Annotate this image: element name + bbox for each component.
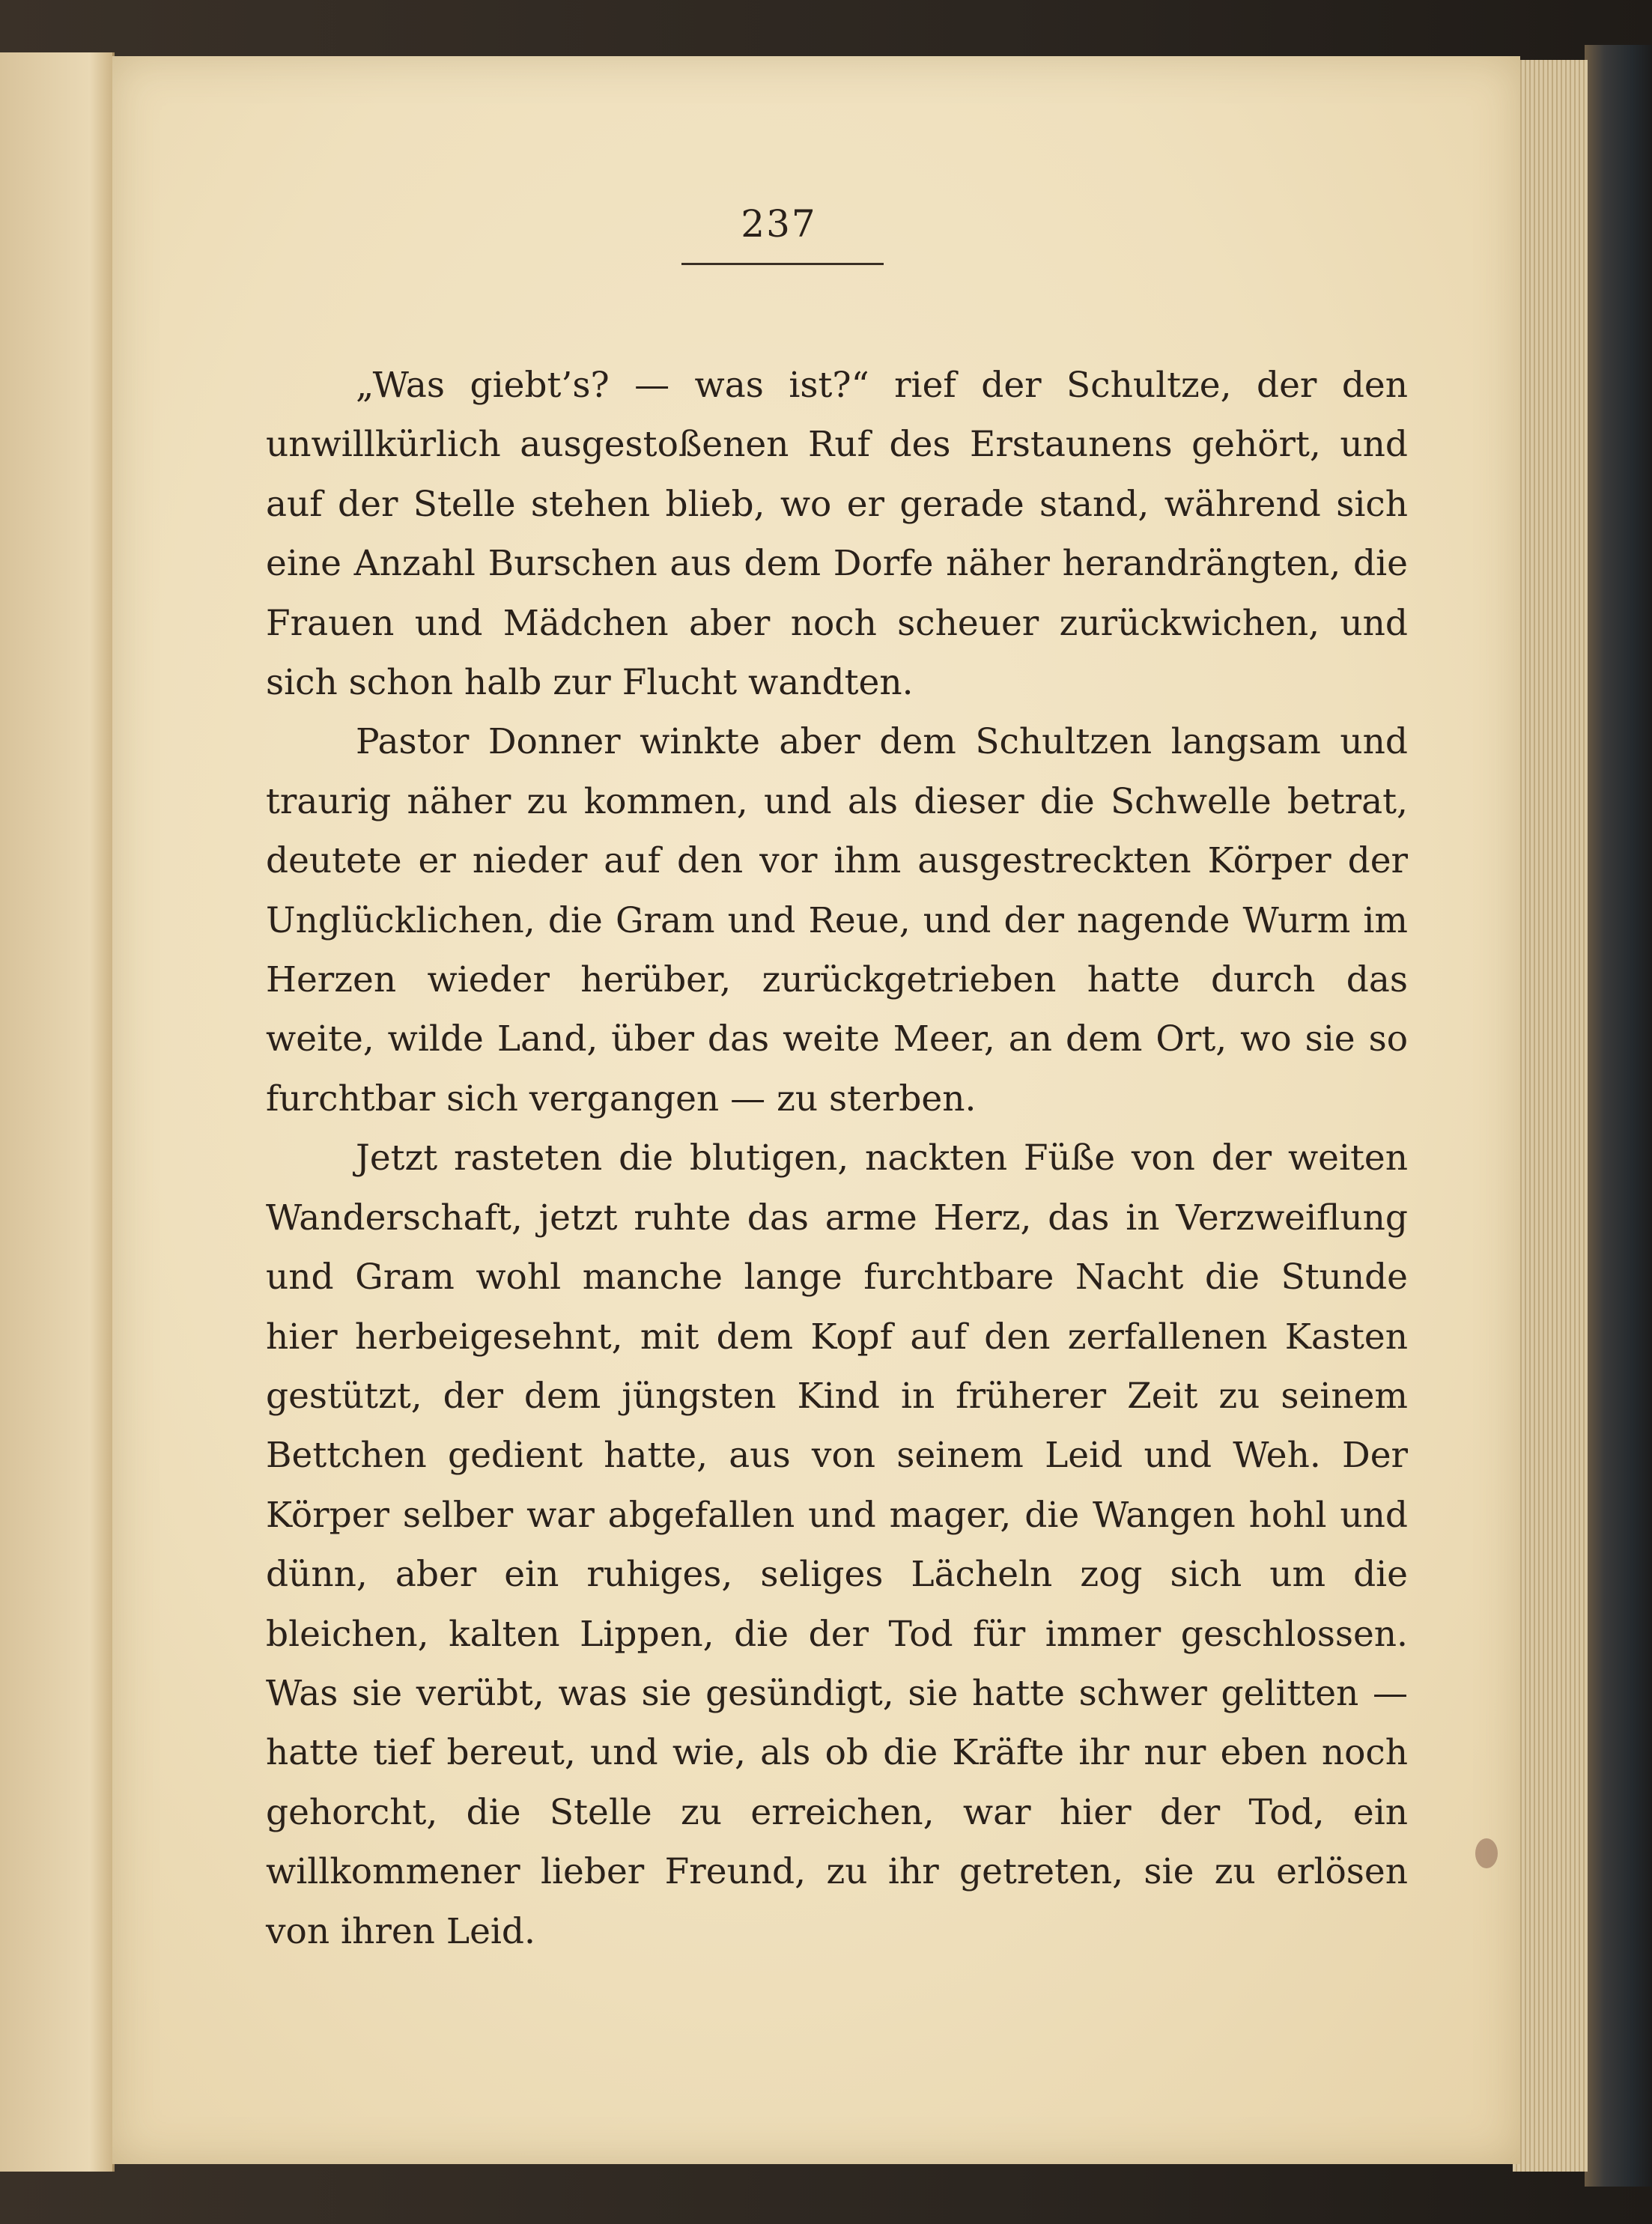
paragraph-2: Pastor Donner winkte aber dem Schultzen langsam und traurig näher zu kommen, und als dieser die Schwelle betrat, deutete er nieder auf den vor ihm ausgestreckten Körper der Unglücklichen, die Gram und Reue, und der nagende Wurm im Herzen wieder herüber, zurückgetrieben hatte durch das weite, wilde Land, über das weite Meer, an dem Ort, wo sie so furchtbar sich vergangen — zu sterben. bbox=[266, 721, 1408, 1119]
paragraph-1: „Was giebt’s? — was ist?“ rief der Schultze, der den unwillkürlich ausgestoßenen Ruf des Erstaunens gehört, und auf der Stelle stehen blieb, wo er gerade stand, während sich eine Anzahl Burschen aus dem Dorfe näher herandrängten, die Frauen und Mädchen aber noch scheuer zurückwichen, und sich schon halb zur Flucht wandten. bbox=[266, 365, 1408, 704]
header-rule bbox=[681, 263, 884, 265]
page-stack-edge bbox=[1513, 60, 1588, 2172]
paragraph-3: Jetzt rasteten die blutigen, nackten Füße von der weiten Wanderschaft, jetzt ruhte das arme Herz, das in Verzweiflung und Gram wohl manche lange furchtbare Nacht die Stunde hier herbeigesehnt, mit dem Kopf auf den zerfallenen Kasten gestützt, der dem jüngsten Kind in früherer Zeit zu seinem Bettchen gedient hatte, aus von seinem Leid und Weh. Der Körper selber war abgefallen und mager, die Wangen hohl und dünn, aber ein ruhiges, seliges Lächeln zog sich um die bleichen, kalten Lippen, die der Tod für immer geschlossen. Was sie verübt, was sie gesündigt, sie hatte schwer gelitten — hatte tief bereut, und wie, als ob die Kräfte ihr nur eben noch gehorcht, die Stelle zu erreichen, war hier der Tod, ein willkommener lieber Freund, zu ihr getreten, sie zu erlösen von ihren Leid. bbox=[266, 1137, 1408, 1952]
book-spine-edge bbox=[1585, 45, 1652, 2187]
previous-page-edge bbox=[0, 52, 115, 2172]
page-stain bbox=[1475, 1838, 1498, 1868]
page-body-text bbox=[266, 356, 1408, 1961]
book-page bbox=[112, 56, 1520, 2164]
page-number: 237 bbox=[741, 202, 817, 246]
